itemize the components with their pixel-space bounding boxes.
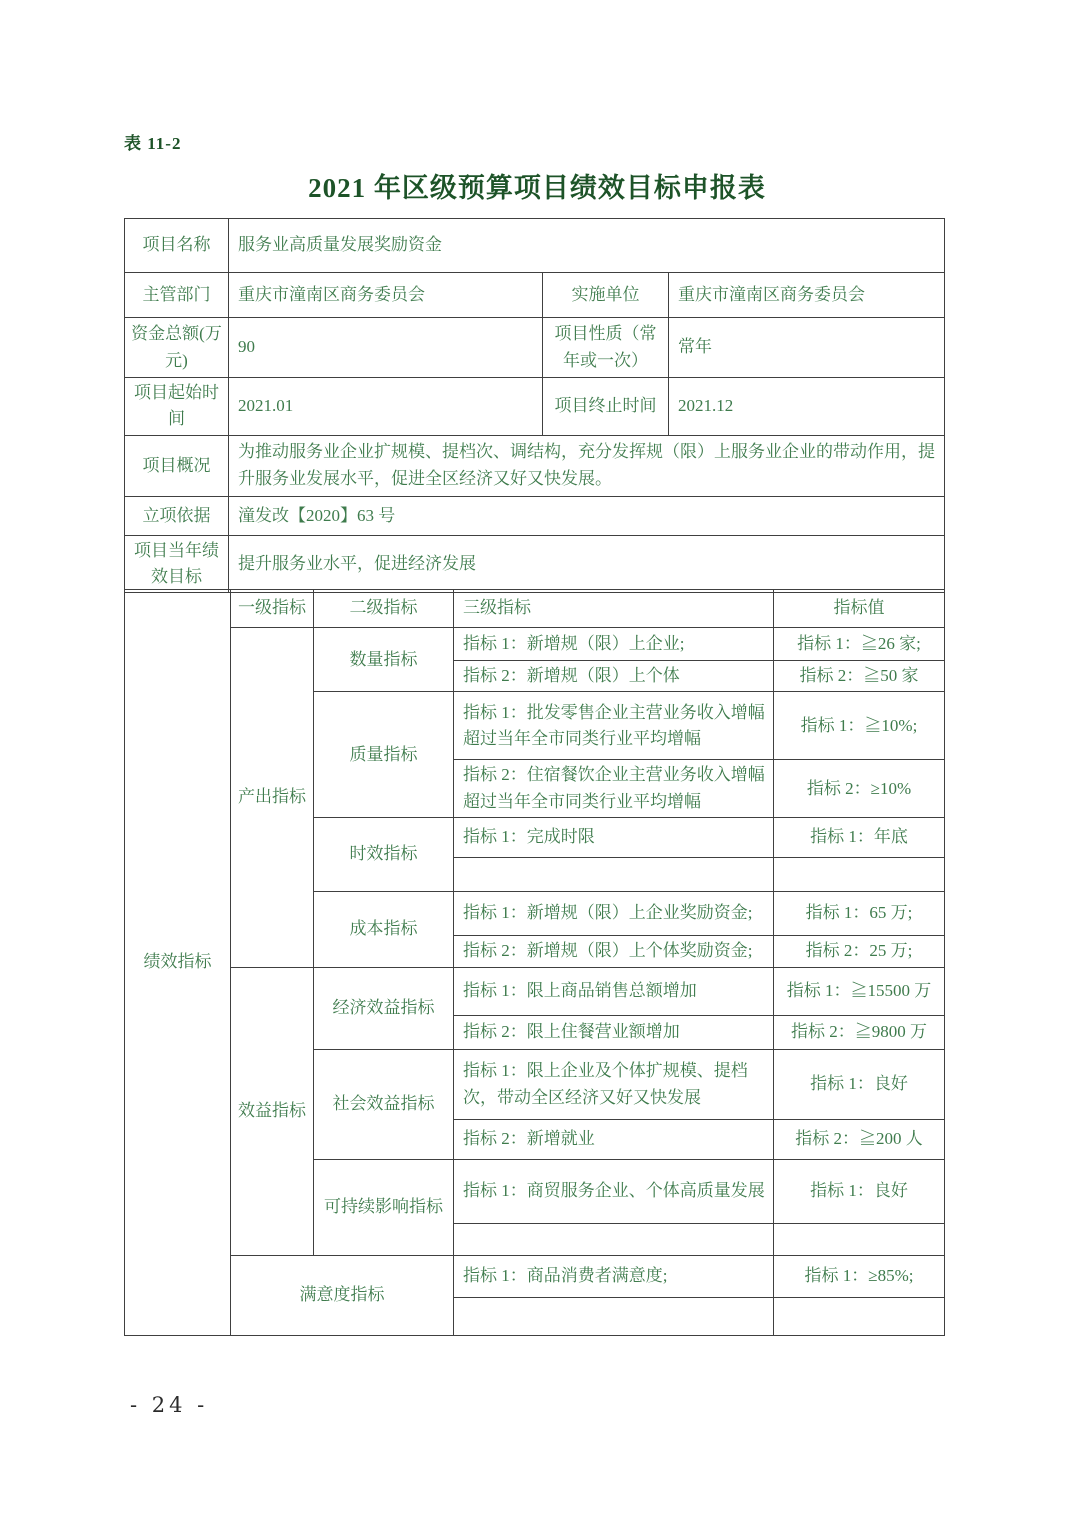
table-row (125, 318, 945, 378)
value-cell: 指标 1：≧26 家; (774, 628, 945, 661)
table-row (125, 273, 945, 318)
performance-indicator-table (124, 589, 945, 1336)
table-row (125, 496, 945, 535)
dept-value: 重庆市潼南区商务委员会 (229, 273, 543, 318)
level2-cell-satisfaction: 满意度指标 (231, 1256, 454, 1336)
start-time-label: 项目起始时间 (125, 378, 229, 436)
amount-label: 资金总额(万元) (125, 318, 229, 378)
level3-cell: 指标 2：限上住餐营业额增加 (454, 1016, 774, 1050)
value-cell: 指标 1：≧15500 万 (774, 968, 945, 1016)
overview-label: 项目概况 (125, 435, 229, 496)
value-cell: 指标 1：≥85%; (774, 1256, 945, 1298)
value-cell: 指标 2：≥10% (774, 760, 945, 818)
value-cell: 指标 2：≧9800 万 (774, 1016, 945, 1050)
level3-cell: 指标 1：完成时限 (454, 818, 774, 858)
indicator-row (125, 1256, 945, 1298)
basis-label: 立项依据 (125, 496, 229, 535)
value-cell: 指标 1：良好 (774, 1160, 945, 1224)
value-cell (774, 858, 945, 892)
nature-label: 项目性质（常年或一次） (543, 318, 669, 378)
end-time-value: 2021.12 (669, 378, 945, 436)
impl-unit-label: 实施单位 (543, 273, 669, 318)
value-cell: 指标 1：65 万; (774, 892, 945, 936)
value-cell: 指标 1：年底 (774, 818, 945, 858)
basis-value: 潼发改【2020】63 号 (229, 496, 945, 535)
indicator-row (125, 968, 945, 1016)
level3-cell: 指标 2：新增就业 (454, 1120, 774, 1160)
level3-cell: 指标 1：商贸服务企业、个体高质量发展 (454, 1160, 774, 1224)
level3-cell (454, 1224, 774, 1256)
header-value: 指标值 (774, 590, 945, 628)
indicator-header-row (125, 590, 945, 628)
overview-value: 为推动服务业企业扩规模、提档次、调结构，充分发挥规（限）上服务业企业的带动作用，提升服务业发展水平，促进全区经济又好又快发展。 (229, 435, 945, 496)
project-name-value: 服务业高质量发展奖励资金 (229, 219, 945, 273)
level2-cell-quantity: 数量指标 (314, 628, 454, 692)
level3-cell: 指标 1：新增规（限）上企业奖励资金; (454, 892, 774, 936)
level2-cell-sustainability: 可持续影响指标 (314, 1160, 454, 1256)
level3-cell: 指标 1：新增规（限）上企业; (454, 628, 774, 661)
nature-value: 常年 (669, 318, 945, 378)
table-row (125, 219, 945, 273)
value-cell: 指标 2：25 万; (774, 936, 945, 968)
page-title: 2021 年区级预算项目绩效目标申报表 (308, 173, 766, 203)
value-cell: 指标 1：≧10%; (774, 692, 945, 760)
table-row (125, 535, 945, 593)
amount-value: 90 (229, 318, 543, 378)
project-name-label: 项目名称 (125, 219, 229, 273)
table-row (125, 378, 945, 436)
level3-cell: 指标 1：限上商品销售总额增加 (454, 968, 774, 1016)
level3-cell: 指标 2：新增规（限）上个体 (454, 661, 774, 692)
end-time-label: 项目终止时间 (543, 378, 669, 436)
header-level3: 三级指标 (454, 590, 774, 628)
level3-cell: 指标 2：新增规（限）上个体奖励资金; (454, 936, 774, 968)
value-cell: 指标 2：≧50 家 (774, 661, 945, 692)
level3-cell (454, 858, 774, 892)
level2-cell-economic: 经济效益指标 (314, 968, 454, 1050)
project-info-table (124, 218, 945, 593)
level1-cell-output: 产出指标 (231, 628, 314, 968)
impl-unit-value: 重庆市潼南区商务委员会 (669, 273, 945, 318)
header-level2: 二级指标 (314, 590, 454, 628)
level3-cell: 指标 1：商品消费者满意度; (454, 1256, 774, 1298)
level3-cell (454, 1298, 774, 1336)
value-cell (774, 1224, 945, 1256)
level2-cell-timeliness: 时效指标 (314, 818, 454, 892)
level3-cell: 指标 2：住宿餐饮企业主营业务收入增幅超过当年全市同类行业平均增幅 (454, 760, 774, 818)
header-level1: 一级指标 (231, 590, 314, 628)
level1-cell-benefit: 效益指标 (231, 968, 314, 1256)
level2-cell-quality: 质量指标 (314, 692, 454, 818)
page-number: - 24 - (130, 1393, 209, 1417)
dept-label: 主管部门 (125, 273, 229, 318)
performance-indicator-side-label: 绩效指标 (125, 590, 231, 1336)
table-row (125, 435, 945, 496)
level3-cell: 指标 1：限上企业及个体扩规模、提档次，带动全区经济又好又快发展 (454, 1050, 774, 1120)
value-cell (774, 1298, 945, 1336)
annual-goal-label: 项目当年绩效目标 (125, 535, 229, 593)
level3-cell: 指标 1：批发零售企业主营业务收入增幅超过当年全市同类行业平均增幅 (454, 692, 774, 760)
level2-cell-cost: 成本指标 (314, 892, 454, 968)
table-number-label: 表 11-2 (124, 134, 182, 153)
start-time-value: 2021.01 (229, 378, 543, 436)
indicator-row (125, 628, 945, 661)
level2-cell-social: 社会效益指标 (314, 1050, 454, 1160)
value-cell: 指标 2：≧200 人 (774, 1120, 945, 1160)
annual-goal-value: 提升服务业水平，促进经济发展 (229, 535, 945, 593)
value-cell: 指标 1：良好 (774, 1050, 945, 1120)
